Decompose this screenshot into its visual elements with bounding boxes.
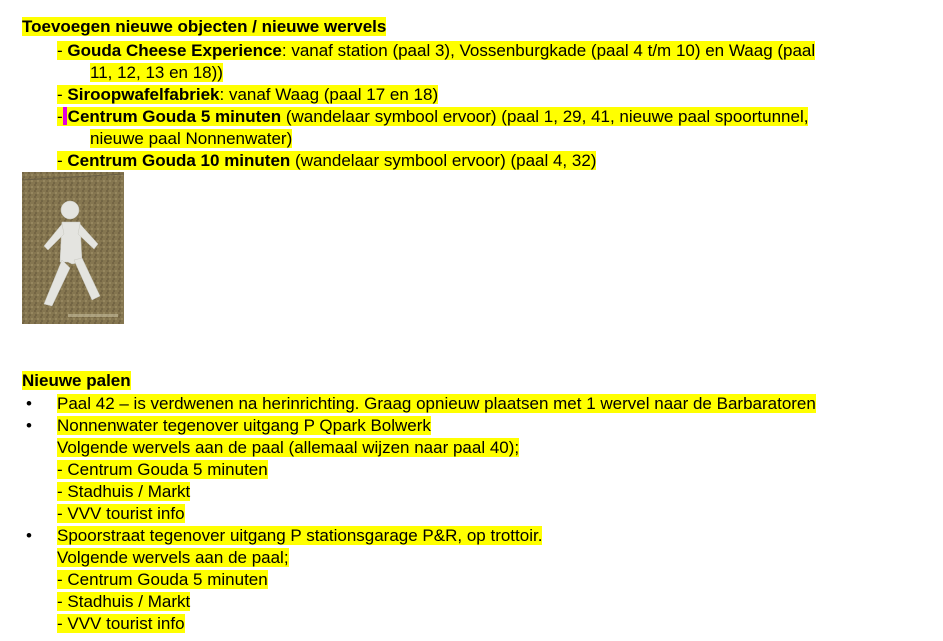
bullet-icon: • <box>26 394 32 413</box>
bullet-spoorstraat: Spoorstraat tegenover uitgang P stationsgarage P&R, op trottoir. <box>57 526 543 545</box>
sub-line: - Centrum Gouda 5 minuten <box>57 460 268 479</box>
item-centrum-5: - Centrum Gouda 5 minuten (wandelaar symbool ervoor) (paal 1, 29, 41, nieuwe paal spoortunnel, <box>57 107 809 126</box>
section1-heading: Toevoegen nieuwe objecten / nieuwe wervels <box>22 17 387 36</box>
item-gouda-cheese: - Gouda Cheese Experience: vanaf station (paal 3), Vossenburgkade (paal 4 t/m 10) en Waag (paal <box>57 41 816 60</box>
item-centrum-5-cont: nieuwe paal Nonnenwater) <box>90 129 293 148</box>
sub-line: Volgende wervels aan de paal; <box>57 548 289 567</box>
bullet-nonnenwater: Nonnenwater tegenover uitgang P Qpark Bolwerk <box>57 416 431 435</box>
item-siroopwafel: - Siroopwafelfabriek: vanaf Waag (paal 17 en 18) <box>57 85 439 104</box>
sub-line: - Stadhuis / Markt <box>57 592 191 611</box>
sub-line: - VVV tourist info <box>57 614 185 633</box>
sub-line: Volgende wervels aan de paal (allemaal wijzen naar paal 40); <box>57 438 520 457</box>
text-cursor-icon <box>63 107 67 125</box>
sub-line: - Centrum Gouda 5 minuten <box>57 570 268 589</box>
walking-person-photo <box>22 172 124 324</box>
sub-line: - VVV tourist info <box>57 504 185 523</box>
item-centrum-10: - Centrum Gouda 10 minuten (wandelaar symbool ervoor) (paal 4, 32) <box>57 151 597 170</box>
bullet-icon: • <box>26 416 32 435</box>
bullet-paal-42: Paal 42 – is verdwenen na herinrichting. Graag opnieuw plaatsen met 1 wervel naar de Barbaratoren <box>57 394 816 413</box>
sub-line: - Stadhuis / Markt <box>57 482 191 501</box>
section2-heading: Nieuwe palen <box>22 371 131 390</box>
walking-person-pavement-icon <box>22 172 124 324</box>
item-gouda-cheese-cont: 11, 12, 13 en 18)) <box>90 63 223 82</box>
bullet-icon: • <box>26 526 32 545</box>
